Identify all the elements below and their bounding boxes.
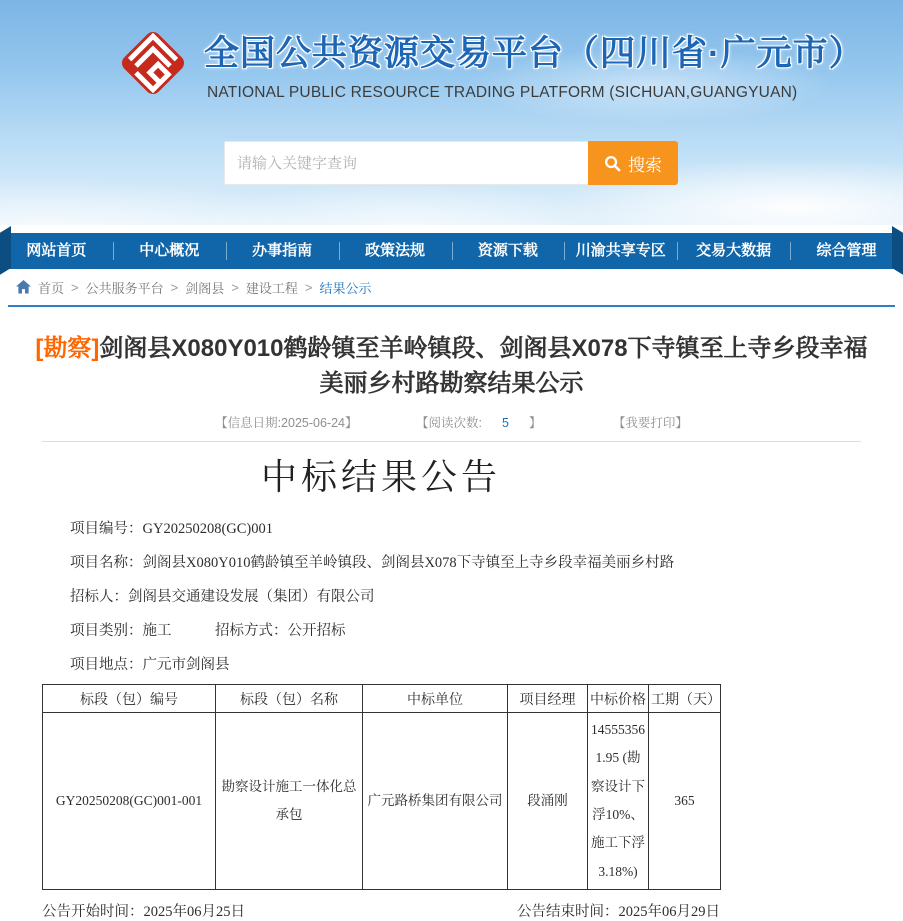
nav-item-chuanyu-shared-zone[interactable]: 川渝共享专区 bbox=[564, 233, 677, 269]
masthead bbox=[0, 0, 903, 225]
search-bar bbox=[224, 141, 678, 185]
cell-winning-bidder: 广元路桥集团有限公司 bbox=[363, 713, 508, 890]
search-button[interactable] bbox=[588, 141, 678, 185]
info-views bbox=[416, 416, 541, 430]
table-header-row bbox=[43, 685, 721, 713]
platform-logo-icon bbox=[108, 18, 198, 108]
detail-category-and-method: 项目类别：施工 招标方式：公开招标 bbox=[70, 623, 346, 639]
detail-project-number: 项目编号：GY20250208(GC)001 bbox=[70, 521, 273, 537]
article-title bbox=[35, 307, 869, 401]
detail-location: 项目地点：广元市剑阁县 bbox=[70, 657, 230, 673]
announcement-dates bbox=[42, 900, 720, 921]
info-divider bbox=[42, 441, 861, 442]
print-link[interactable]: 【我要打印】 bbox=[612, 416, 688, 430]
nav-item-policies[interactable]: 政策法规 bbox=[339, 233, 452, 269]
nav-item-center-overview[interactable]: 中心概况 bbox=[113, 233, 226, 269]
search-button-label: 搜索 bbox=[628, 155, 662, 175]
detail-tenderer: 招标人：剑阁县交通建设发展（集团）有限公司 bbox=[70, 589, 375, 605]
col-winning-price: 中标价格 bbox=[588, 685, 649, 713]
breadcrumb-separator: > bbox=[304, 279, 313, 295]
breadcrumb bbox=[0, 269, 903, 305]
article-info-bar bbox=[0, 413, 903, 431]
nav-item-site-home[interactable]: 网站首页 bbox=[26, 242, 87, 259]
site-subtitle: NATIONAL PUBLIC RESOURCE TRADING PLATFORM (SICHUAN,GUANGYUAN) bbox=[207, 84, 798, 101]
nav-item-resource-download[interactable]: 资源下载 bbox=[452, 233, 565, 269]
bid-result-table bbox=[42, 684, 721, 890]
breadcrumb-separator: > bbox=[71, 279, 79, 295]
article-category-tag: [勘察] bbox=[35, 335, 100, 362]
detail-project-name: 项目名称：剑阁县X080Y010鹤龄镇至羊岭镇段、剑阁县X078下寺镇至上寺乡段幸福美丽乡村路 bbox=[70, 555, 675, 571]
home-icon bbox=[16, 280, 31, 294]
breadcrumb-result-publicity[interactable]: 结果公示 bbox=[319, 280, 372, 296]
breadcrumb-separator: > bbox=[170, 279, 179, 295]
article-title-text: 剑阁县X080Y010鹤龄镇至羊岭镇段、剑阁县X078下寺镇至上寺乡段幸福美丽乡村路勘察结果公示 bbox=[99, 335, 868, 397]
breadcrumb-construction-project[interactable]: 建设工程 bbox=[245, 280, 298, 296]
col-project-manager: 项目经理 bbox=[508, 685, 588, 713]
cell-section-name: 勘察设计施工一体化总承包 bbox=[216, 713, 363, 890]
nav-item-comprehensive-mgmt[interactable]: 综合管理 bbox=[790, 233, 903, 269]
cell-project-manager: 段涌刚 bbox=[508, 713, 588, 890]
col-duration-days: 工期（天） bbox=[649, 685, 721, 713]
search-input[interactable] bbox=[224, 141, 588, 185]
main-nav bbox=[0, 233, 903, 269]
cell-winning-price: 145553561.95 (勘察设计下浮10%、施工下浮3.18%) bbox=[588, 713, 649, 890]
announcement-start-time: 公告开始时间：2025年06月25日 bbox=[42, 904, 245, 921]
announcement-heading: 中标结果公告 bbox=[260, 457, 501, 497]
search-icon bbox=[604, 155, 621, 172]
project-details bbox=[70, 512, 720, 682]
breadcrumb-separator: > bbox=[231, 279, 239, 295]
nav-item-service-guide[interactable]: 办事指南 bbox=[226, 233, 339, 269]
col-winning-bidder: 中标单位 bbox=[363, 685, 508, 713]
info-date: 【信息日期:2025-06-24】 bbox=[215, 416, 358, 430]
announcement-end-time: 公告结束时间：2025年06月29日 bbox=[517, 904, 720, 921]
info-views-label: 【阅读次数: bbox=[415, 416, 482, 430]
table-row bbox=[43, 713, 721, 890]
announcement-document bbox=[42, 452, 720, 921]
article bbox=[0, 307, 903, 921]
breadcrumb-home[interactable]: 首页 bbox=[38, 280, 65, 296]
nav-item-trading-big-data[interactable]: 交易大数据 bbox=[677, 233, 790, 269]
breadcrumb-jiange-county[interactable]: 剑阁县 bbox=[185, 280, 225, 296]
main-nav-list bbox=[0, 233, 903, 269]
col-section-name: 标段（包）名称 bbox=[216, 685, 363, 713]
info-views-count: 5 bbox=[501, 416, 509, 430]
cell-duration-days: 365 bbox=[649, 713, 721, 890]
info-views-close: 】 bbox=[528, 416, 542, 430]
cell-section-number: GY20250208(GC)001-001 bbox=[43, 713, 216, 890]
col-section-number: 标段（包）编号 bbox=[43, 685, 216, 713]
site-title: 全国公共资源交易平台（四川省·广元市） bbox=[204, 34, 865, 73]
breadcrumb-public-service-platform[interactable]: 公共服务平台 bbox=[85, 280, 164, 296]
